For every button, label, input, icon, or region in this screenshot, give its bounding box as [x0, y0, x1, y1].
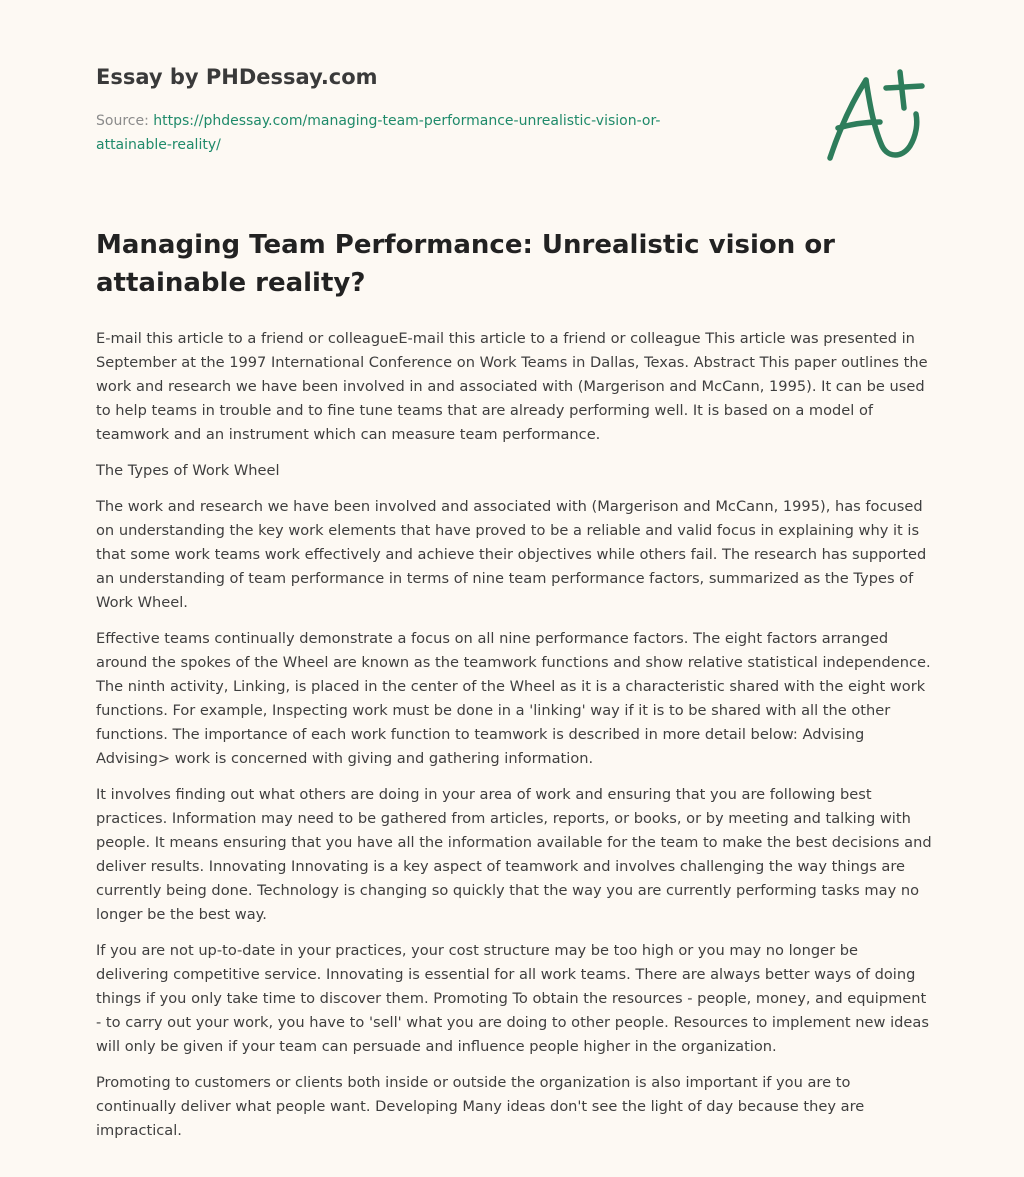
article: [96, 226, 932, 1155]
article-title: Managing Team Performance: Unrealistic vision or attainable reality?: [96, 230, 836, 298]
article-paragraph: If you are not up-to-date in your practices, your cost structure may be too high or you may no longer be delivering competitive service. Innovating is essential for all work teams. There are always better ways of doing things if you only take time to discover them. Promoting To obtain the resources - people, money, and equipment - to carry out your work, you have to 'sell' what you are doing to other people. Resources to implement new ideas will only be given if your team can persuade and influence people higher in the organization.: [96, 942, 929, 1055]
article-paragraph: The work and research we have been involved and associated with (Margerison and McCann, 1995), has focused on understanding the key work elements that have proved to be a reliable and valid focus in explaining why it is that some work teams work effectively and achieve their objectives while others fail. The research has supported an understanding of team performance in terms of nine team performance factors, summarized as the Types of Work Wheel.: [96, 498, 927, 611]
source-link[interactable]: https://phdessay.com/managing-team-performance-unrealistic-vision-or-attainable-reality/: [96, 113, 661, 153]
article-paragraph: It involves finding out what others are doing in your area of work and ensuring that you are following best practices. Information may need to be gathered from articles, reports, or books, or by meeting and talking with people. It means ensuring that you have all the information available for the team to make the best decisions and deliver results. Innovating Innovating is a key aspect of teamwork and involves challenging the way things are currently being done. Technology is changing so quickly that the way you are currently performing tasks may no longer be the best way.: [96, 786, 932, 923]
article-paragraph: Effective teams continually demonstrate a focus on all nine performance factors. The eight factors arranged around the spokes of the Wheel are known as the teamwork functions and show relative statistical independence. The ninth activity, Linking, is placed in the center of the Wheel as it is a characteristic shared with the eight work functions. For example, Inspecting work must be done in a 'linking' way if it is to be shared with all the other functions. The importance of each work function to teamwork is described in more detail below: Advising Advising> work is concerned with giving and gathering information.: [96, 630, 931, 767]
article-paragraph: E-mail this article to a friend or colleagueE-mail this article to a friend or colleague This article was presented in September at the 1997 International Conference on Work Teams in Dallas, Texas. Abstract This paper outlines the work and research we have been involved in and associated with (Margerison and McCann, 1995). It can be used to help teams in trouble and to fine tune teams that are already performing well. It is based on a model of teamwork and an instrument which can measure team performance.: [96, 330, 928, 443]
site-brand: Essay by PHDessay.com: [96, 65, 378, 89]
page-header: [96, 62, 796, 157]
a-plus-logo-icon: [818, 66, 930, 166]
source-line: [96, 109, 716, 157]
source-label: Source:: [96, 113, 149, 129]
section-heading: The Types of Work Wheel: [96, 462, 280, 479]
article-paragraph: Promoting to customers or clients both inside or outside the organization is also important if you are to continually deliver what people want. Developing Many ideas don't see the light of day because they are impractical.: [96, 1074, 865, 1139]
